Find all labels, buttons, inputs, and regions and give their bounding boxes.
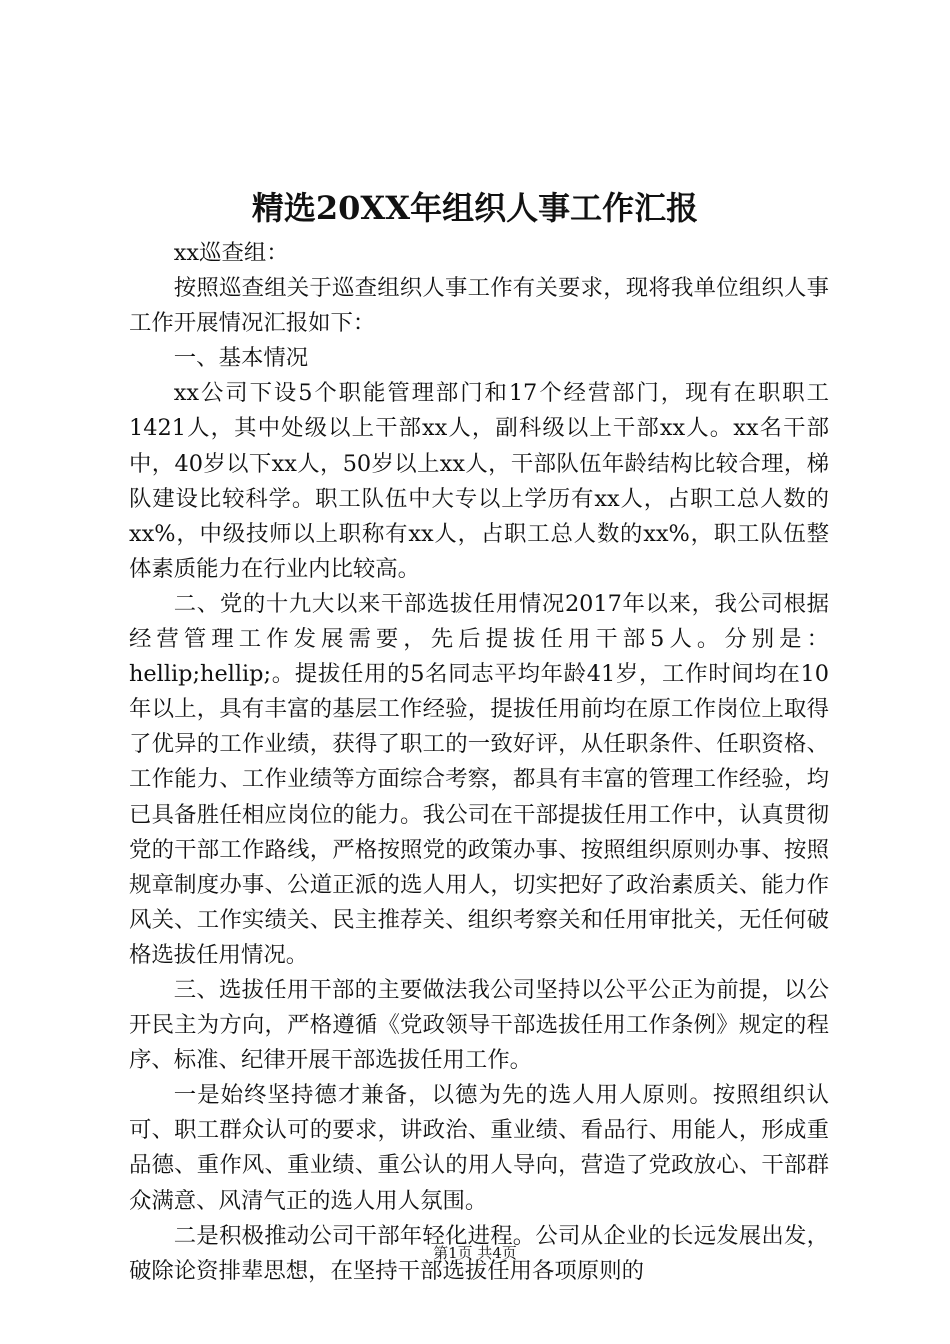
paragraph-cadre-selection: 二、党的十九大以来干部选拔任用情况2017年以来，我公司根据经营管理工作发展需要，先后提拔任用干部5人。分别是：hellip;hellip;。提拔任用的5名同志平均年龄41岁，工作时间均在10年以上，具有丰富的基层工作经验，提拔任用前均在原工作岗位上取得了优异的工作业绩，获得了职工的一致好评，从任职条件、任职资格、工作能力、工作业绩等方面综合考察，都具有丰富的管理工作经验，均已具备胜任相应岗位的能力。我公司在干部提拔任用工作中，认真贯彻党的干部工作路线，严格按照党的政策办事、按照组织原则办事、按照规章制度办事、公道正派的选人用人，切实把好了政治素质关、能力作风关、工作实绩关、民主推荐关、组织考察关和任用审批关，无任何破格选拔任用情况。	[129, 590, 829, 968]
document-title: 精选20XX年组织人事工作汇报	[251, 189, 699, 227]
document-body	[129, 236, 829, 1289]
paragraph-salutation: xx巡查组：	[173, 240, 289, 266]
paragraph-main-practices: 三、选拔任用干部的主要做法我公司坚持以公平公正为前提，以公开民主为方向，严格遵循《党政领导干部选拔任用工作条例》规定的程序、标准、纪律开展干部选拔任用工作。	[129, 976, 829, 1074]
heading-basic-situation: 一、基本情况	[173, 345, 309, 372]
page-number: 第1页 共4页	[433, 1244, 517, 1262]
paragraph-practice-one: 一是始终坚持德才兼备，以德为先的选人用人原则。按照组织认可、职工群众认可的要求，讲政治、重业绩、看品行、用能人，形成重品德、重作风、重业绩、重公认的用人导向，营造了党政放心、干部群众满意、风清气正的选人用人氛围。	[129, 1082, 829, 1214]
paragraph-basic-situation: xx公司下设5个职能管理部门和17个经营部门，现有在职职工1421人，其中处级以上干部xx人，副科级以上干部xx人。xx名干部中，40岁以下xx人，50岁以上xx人，干部队伍年龄结构比较合理，梯队建设比较科学。职工队伍中大专以上学历有xx人，占职工总人数的xx%，中级技师以上职称有xx人，占职工总人数的xx%，职工队伍整体素质能力在行业内比较高。	[129, 380, 829, 582]
paragraph-intro: 按照巡查组关于巡查组织人事工作有关要求，现将我单位组织人事工作开展情况汇报如下：	[129, 275, 829, 337]
paragraph-practice-two: 二是积极推动公司干部年轻化进程。公司从企业的长远发展出发，破除论资排辈思想，在坚持干部选拔任用各项原则的	[129, 1222, 829, 1284]
